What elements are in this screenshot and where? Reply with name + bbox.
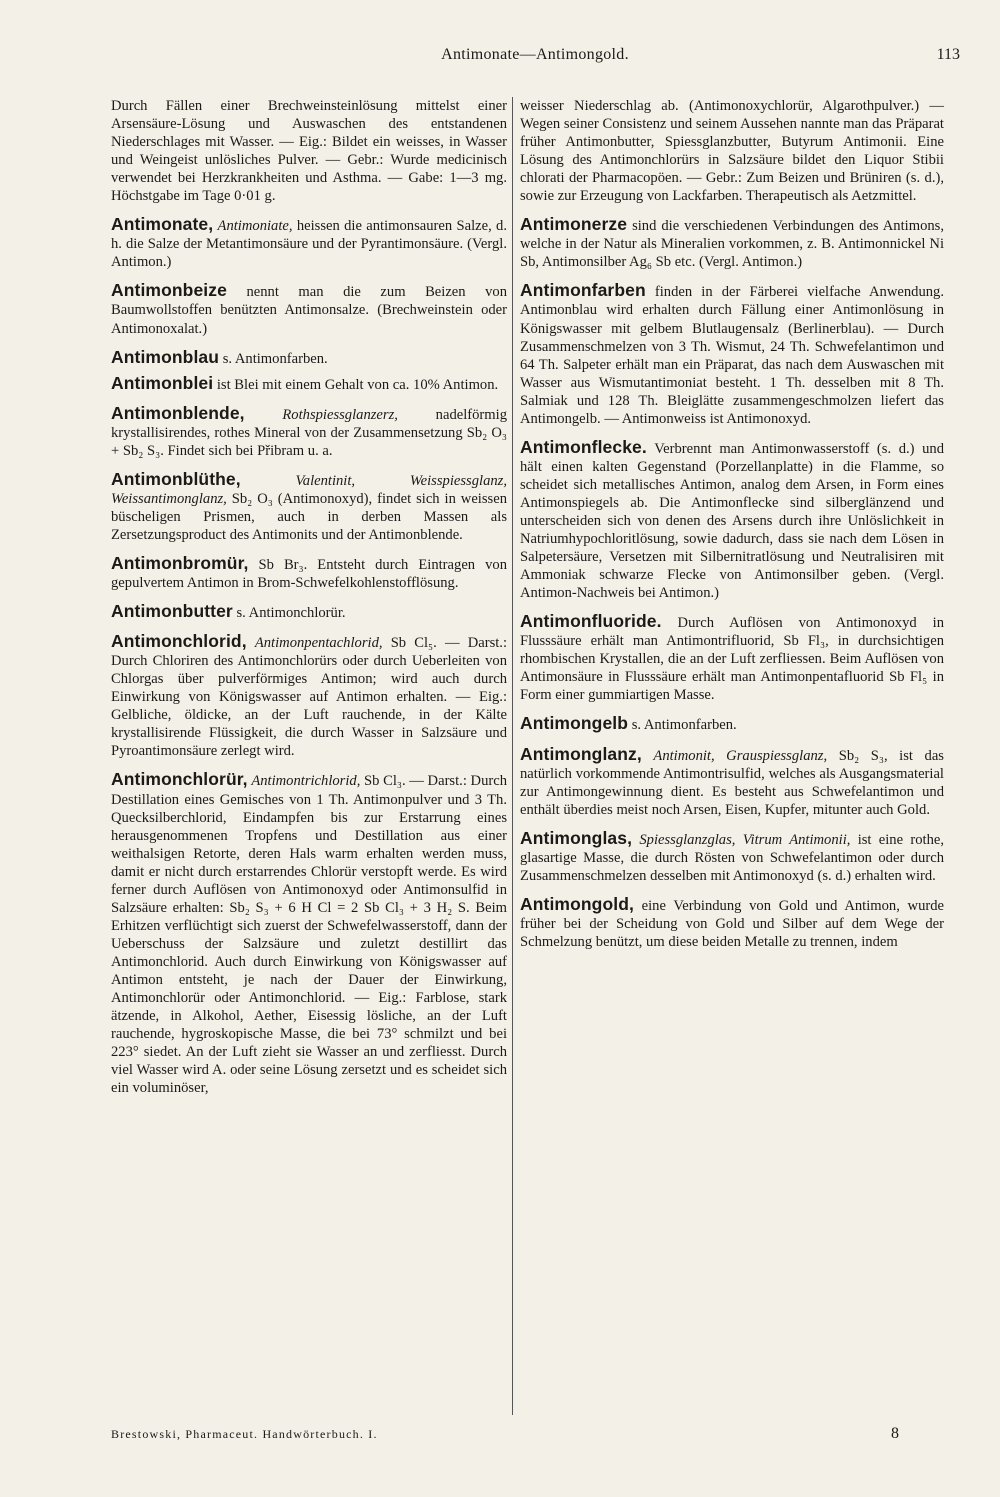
synonym: Valentinit, Weisspiessglanz, Weissantimonglanz, — [111, 472, 507, 507]
entry-text: s. Antimonfarben. — [631, 717, 737, 734]
synonym: Antimonpentachlorid, — [254, 635, 383, 652]
entry-text: nennt man die zum Beizen von Baumwollstoffen benützten Antimonsalze. (Brechweinstein oder Antimonoxalat.) — [111, 284, 507, 337]
headword: Antimonchlorür, — [111, 769, 248, 790]
entry-text: Sb Cl₅. — Darst.: Durch Chloriren des Antimonchlorürs oder durch Ueberleiten von Chlorgas über pulverförmiges Antimon; wird auch durch Einwirkung von Königswasser auf Antimon erhalten. — Eig.: Gelbliche, öldicke, an der Luft rauchende, in der Kälte krystallisirende Flüssigkeit, die durch Wasser in Salzsäure und Pyroantimonsäure zerlegt wird. — [111, 635, 508, 760]
headword: Antimonbutter — [111, 601, 233, 622]
entry-text: s. Antimonchlorür. — [236, 605, 346, 622]
running-header — [110, 46, 960, 72]
page-footer — [111, 1425, 899, 1442]
entry-text: ist Blei mit einem Gehalt von ca. 10% Antimon. — [216, 376, 499, 393]
entry-antimonbutter — [111, 602, 507, 622]
headword: Antimonblau — [111, 346, 220, 367]
entry-text: Verbrennt man Antimonwasserstoff (s. d.) und hält einen kalten Gegenstand (Porzellanplatte) in die Flamme, so scheidet sich metallisches Antimon, analog dem Arsen, in Form eines Antimonspiegels ab. Die Antimonflecke sind silberglänzend und unterscheiden sich von denen des Arsens durch ihre Unlöslichkeit in Natriumhypochloritlösung, sowie dadurch, dass sie nach dem Lösen in Salpetersäure, Versetzen mit Silbernitratlösung und Neutralisiren mit Ammoniak schwarze Flecke von Antimonsilber geben. (Vergl. Antimon-Nachweis bei Antimon.) — [520, 440, 945, 602]
entry-text: s. Antimonfarben. — [222, 350, 328, 367]
right-column — [520, 97, 944, 961]
entry-antimonchloruer — [111, 770, 507, 1097]
continued-entry-text: weisser Niederschlag ab. (Antimonoxychlorür, Algarothpulver.) — Wegen seiner Consistenz und seinem Aussehen nannte man das Präparat früher Antimonbutter, Spiessglanzbutter, Butyrum Antimonii. Eine Lösung des Antimonchlorürs in Salzsäure bildet den Liquor Stibii chlorati der Pharmacopöen. — Gebr.: Zum Beizen und Brüniren (s. d.), sowie zur Erzeugung von Lackfarben. Therapeutisch als Aetzmittel. — [520, 98, 944, 205]
running-title: Antimonate—Antimongold. — [441, 46, 629, 63]
entry-text: Sb₂ O₃ (Antimonoxyd), findet sich in weissen büscheligen Prismen, auch in derben Massen als Zersetzungsproduct des Antimonits und der Antimonblende. — [111, 490, 507, 543]
headword: Antimonglanz, — [520, 743, 642, 764]
entry-antimongelb — [520, 714, 944, 734]
synonym: Antimonit, Grauspiessglanz, — [653, 747, 828, 764]
headword: Antimonchlorid, — [111, 631, 247, 652]
synonym: Antimoniate, — [217, 218, 293, 235]
entry-antimonflecke — [520, 438, 944, 602]
synonym: Rothspiessglanzerz, — [282, 406, 398, 423]
headword: Antimonblei — [111, 372, 214, 393]
entry-antimonblei — [111, 374, 507, 394]
entry-antimonbluethe — [111, 470, 507, 544]
entry-antimonglanz — [520, 745, 944, 819]
headword: Antimonglas, — [520, 827, 633, 848]
entry-antimonblende — [111, 404, 507, 460]
headword: Antimonfluoride. — [520, 611, 662, 632]
entry-text: Durch Auflösen von Antimonoxyd in Flusssäure erhält man Antimontrifluorid, Sb Fl₃, in durchsichtigen rhombischen Krystallen, die an der Luft zerfliessen. Beim Auflösen von Antimonsäure in Flusssäure erhält man Antimonpentafluorid Sb Fl₅ in Form einer gummiartigen Masse. — [520, 615, 944, 704]
headword: Antimonblüthe, — [111, 468, 241, 489]
entry-antimonate — [111, 215, 507, 271]
entry-text: nadelförmig krystallisirendes, rothes Mineral von der Zusammensetzung Sb₂ O₃ + Sb₂ S₃. Findet sich bei Přibram u. a. — [111, 406, 507, 459]
entry-antimongold — [520, 895, 944, 951]
signature-mark: 8 — [891, 1425, 899, 1442]
entry-antimonbeize — [111, 281, 507, 337]
entry-text: Sb₂ S₃, ist das natürlich vorkommende Antimontrisulfid, welches als Ausgangsmaterial zur Antimongewinnung dient. Es besteht aus Schwefelantimon und enthält überdies meist noch Arsen, Eisen, Kupfer, mitunter auch Gold. — [520, 747, 944, 818]
entry-antimonfarben — [520, 281, 944, 427]
entry-antimonchlorid — [111, 632, 507, 760]
headword: Antimonflecke. — [520, 436, 647, 457]
entry-text: heissen die antimonsauren Salze, d. h. die Salze der Metantimonsäure und der Pyrantimonsäure. (Vergl. Antimon.) — [111, 218, 507, 271]
entry-antimonglas — [520, 829, 944, 885]
entry-antimonfluoride — [520, 612, 944, 704]
left-column — [111, 97, 507, 1107]
imprint-line: Brestowski, Pharmaceut. Handwörterbuch. I. — [111, 1427, 378, 1441]
synonym: Antimontrichlorid, — [251, 773, 361, 790]
headword: Antimonerze — [520, 214, 628, 235]
entry-text: sind die verschiedenen Verbindungen des Antimons, welche in der Natur als Mineralien vorkommen, z. B. Antimonnickel Ni Sb, Antimonsilber Ag₆ Sb etc. (Vergl. Antimon.) — [520, 218, 944, 271]
entry-text: Sb Br₃. Entsteht durch Eintragen von gepulvertem Antimon in Brom-Schwefelkohlenstofflösung. — [111, 556, 507, 592]
entry-antimonblau — [111, 348, 507, 368]
headword: Antimonbromür, — [111, 552, 249, 573]
headword: Antimonate, — [111, 214, 214, 235]
page-number: 113 — [936, 46, 960, 63]
entry-text: Sb Cl₃. — Darst.: Durch Destillation eines Gemisches von 1 Th. Antimonpulver und 3 Th. Quecksilberchlorid, Eindampfen bis zur Erstarrung eines herausgenommenen Tropfens und Destillation aus einer weithalsigen Retorte, deren Hals warm erhalten werden muss, damit er nicht durch erstarrendes Chlorür verstopft werde. Es wird ferner durch Auflösen von Antimonoxyd oder Antimonsulfid in Salzsäure erhalten: Sb₂ S₃ + 6 H Cl = 2 Sb Cl₃ + 3 H₂ S. Beim Erhitzen verflüchtigt sich zuerst der Schwefelwasserstoff, dann der Ueberschuss der Salzsäure und zuletzt destillirt das Antimonchlorid. Auch durch Einwirkung von Königswasser auf Antimon entsteht, je nach der Dauer der Einwirkung, Antimonchlorür oder Antimonchlorid. — Eig.: Farblose, stark ätzende, in Alkohol, Aether, Eisessig lösliche, an der Luft rauchende, hygroskopische Masse, die bei 73° schmilzt und bei 223° siedet. An der Luft zieht sie Wasser an und zerfliesst. Durch viel Wasser wird A. oder seine Lösung zersetzt und es scheidet sich ein voluminöser, — [111, 773, 507, 1097]
synonym: Spiessglanzglas, Vitrum Antimonii, — [639, 831, 851, 848]
entry-text: finden in der Färberei vielfache Anwendung. Antimonblau wird erhalten durch Fällung einer Antimonlösung in Königswasser mit gelbem Blutlaugensalz (Berlinerblau). — Durch Zusammenschmelzen von 3 Th. Wismut, 24 Th. Schwefelantimon und 64 Th. Salpeter erhält man ein Präparat, das nach dem Auswaschen mit Wasser aus Wismutantimoniat besteht. 1 Th. desselben mit 8 Th. Salmiak und 128 Th. Bleiglätte zusammengeschmolzen liefert das Antimongelb. — Antimonweiss ist Antimonoxyd. — [520, 284, 944, 427]
entry-text: eine Verbindung von Gold und Antimon, wurde früher bei der Scheidung von Gold und Silber auf dem Wege der Schmelzung benützt, um diese beiden Metalle zu trennen, indem — [520, 897, 945, 950]
headword: Antimonfarben — [520, 280, 646, 301]
headword: Antimonbeize — [111, 280, 227, 301]
continued-entry-text: Durch Fällen einer Brechweinsteinlösung mittelst einer Arsensäure-Lösung und Auswaschen des entstandenen Niederschlages mit Wasser. — Eig.: Bildet ein weisses, in Wasser und Weingeist unlösliches Pulver. — Gebr.: Wurde medicinisch verwendet bei Herzkrankheiten und Asthma. — Gabe: 1—3 mg. Höchstgabe im Tage 0·01 g. — [111, 98, 507, 205]
column-divider — [512, 97, 513, 1415]
headword: Antimongelb — [520, 713, 629, 734]
entry-text: ist eine rothe, glasartige Masse, die durch Rösten von Schwefelantimon oder durch Zusammenschmelzen desselben mit Antimonoxyd (s. d.) erhalten wird. — [520, 831, 944, 884]
entry-antimonerze — [520, 215, 944, 271]
headword: Antimongold, — [520, 893, 634, 914]
entry-antimonbromuer — [111, 554, 507, 592]
headword: Antimonblende, — [111, 402, 245, 423]
